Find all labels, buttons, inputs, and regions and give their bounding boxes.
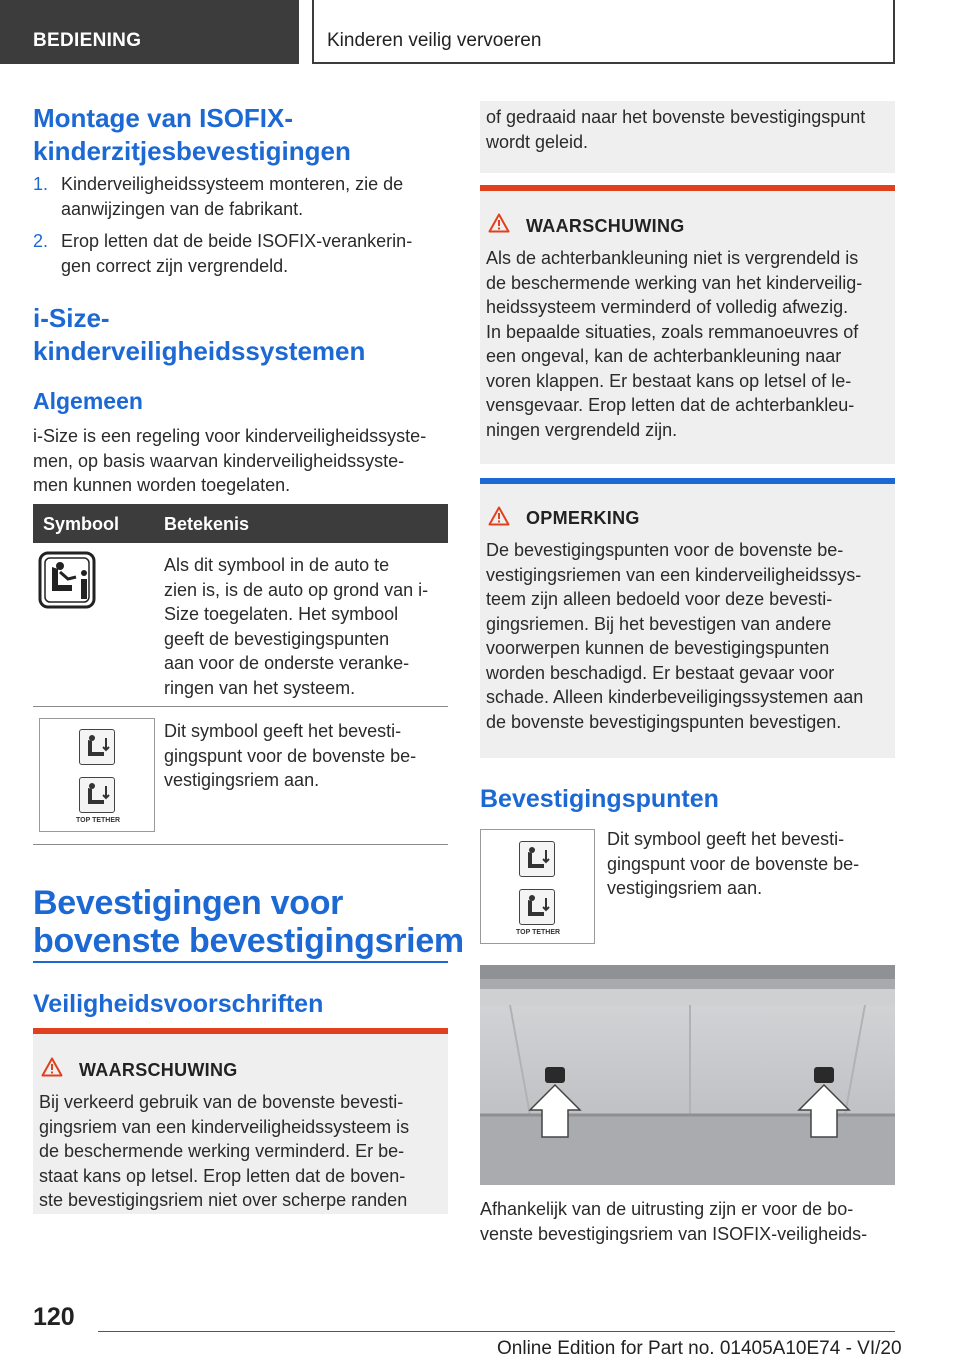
step-1-number: 1. bbox=[33, 174, 49, 194]
top-tether-icon bbox=[480, 829, 595, 944]
top-tether-big-heading bbox=[33, 884, 464, 960]
big-heading-line2: bovenste bevestigingsriem bbox=[33, 922, 464, 960]
algemeen-heading: Algemeen bbox=[33, 388, 143, 414]
header-section-label: BEDIENING bbox=[33, 30, 142, 51]
big-heading-line1: Bevestigingen voor bbox=[33, 884, 344, 922]
points-heading: Bevestigingspunten bbox=[480, 785, 719, 813]
warning-bar bbox=[33, 1028, 448, 1034]
symbol-table-header bbox=[33, 504, 448, 543]
note-bar bbox=[480, 478, 895, 484]
step-1 bbox=[33, 172, 448, 221]
warning-1-continuation-text: of gedraaid naar het bovenste bevestigingspunt wordt geleid. bbox=[486, 107, 866, 152]
footer-rule bbox=[98, 1331, 895, 1332]
heading-underline bbox=[33, 961, 448, 963]
warning-triangle-icon bbox=[488, 213, 510, 238]
note-text: De bevestigingspunten voor de bovenste be- vestigingsriemen van een kinderveiligheidssys- teem zijn alleen bedoeld voor deze bevesti- gingsriemen. Bij het bevestigen van andere voorwerpen kunnen de bevestigingspunten worden beschadigd. Er bestaat gevaar voor schade. Alleen kinderbeveiligingssystemen aan de bovenste bevestigingspunten bevestigen. bbox=[486, 540, 864, 732]
algemeen-paragraph: i-Size is een regeling voor kinderveiligheidssyste- men, op basis waarvan kinderveiligheidssyste- men kunnen worden toegelaten. bbox=[33, 426, 427, 495]
isize-heading bbox=[33, 302, 365, 368]
warning-1-title: WAARSCHUWING bbox=[79, 1060, 238, 1080]
warning-bar bbox=[480, 185, 895, 191]
header-chapter-label: Kinderen veilig vervoeren bbox=[327, 30, 542, 51]
isofix-heading-line2: kinderzitjesbevestigingen bbox=[33, 136, 351, 166]
tether-upper-icon bbox=[79, 729, 115, 765]
luggage-compartment-photo bbox=[480, 965, 895, 1185]
warning-2-title: WAARSCHUWING bbox=[526, 216, 685, 236]
step-2 bbox=[33, 229, 448, 278]
warning-2-text: Als de achterbankleuning niet is vergrendeld is de beschermende werking van het kinderveilig- heidssysteem verminderd of volledig afwezig. In bepaalde situaties, zoals remmanoeuvres of een ongeval, kan de achterbankleuning naar voren klappen. Er bestaat kans op letsel of le- vensgevaar. Erop letten dat de achterbankleu- ningen vergrendeld zijn. bbox=[486, 248, 863, 440]
points-text: Dit symbool geeft het bevesti- gingspunt voor de bovenste be- vestigingsriem aan. bbox=[607, 829, 860, 898]
warning-triangle-icon bbox=[41, 1057, 63, 1082]
step-2-text: Erop letten dat de beide ISOFIX-verankerin- gen correct zijn vergrendeld. bbox=[61, 231, 413, 276]
isize-seat-icon bbox=[38, 551, 96, 609]
top-tether-icon bbox=[39, 718, 155, 832]
tether-label: TOP TETHER bbox=[516, 929, 561, 936]
table-row-divider bbox=[33, 706, 448, 707]
step-2-number: 2. bbox=[33, 231, 49, 251]
table-row-1-meaning: Als dit symbool in de auto te zien is, is de auto op grond van i- Size toegelaten. Het symbool geeft de bevestigingspunten aan voor de onderste veranke- ringen van het systeem. bbox=[164, 555, 429, 698]
header-section-tab bbox=[0, 0, 299, 64]
page-number: 120 bbox=[33, 1303, 75, 1331]
safety-heading: Veiligheidsvoorschriften bbox=[33, 990, 324, 1018]
tether-label: TOP TETHER bbox=[76, 817, 121, 824]
note-title: OPMERKING bbox=[526, 508, 640, 528]
warning-1-text: Bij verkeerd gebruik van de bovenste bevesti- gingsriem van een kinderveiligheidssysteem is de beschermende werking verminderd. Er be- staat kans op letsel. Erop letten dat de boven- ste bevestigingsriem niet over scherpe randen bbox=[39, 1092, 410, 1210]
isize-heading-line1: i-Size- bbox=[33, 303, 110, 333]
warning-box-1 bbox=[33, 1028, 448, 1214]
isize-heading-line2: kinderveiligheidssystemen bbox=[33, 336, 366, 366]
warning-1-continuation bbox=[480, 101, 895, 173]
isofix-heading-line1: Montage van ISOFIX- bbox=[33, 103, 294, 133]
warning-box-2 bbox=[480, 185, 895, 464]
tether-lower-icon bbox=[519, 889, 555, 925]
tether-lower-icon bbox=[79, 777, 115, 813]
footer-edition: Online Edition for Part no. 01405A10E74 - VI/20 bbox=[497, 1338, 902, 1359]
table-row-2-meaning: Dit symbool geeft het bevesti- gingspunt voor de bovenste be- vestigingsriem aan. bbox=[164, 721, 417, 790]
step-1-text: Kinderveiligheidssysteem monteren, zie de aanwijzingen van de fabrikant. bbox=[61, 174, 404, 219]
table-col-meaning: Betekenis bbox=[164, 514, 250, 534]
isofix-heading bbox=[33, 102, 351, 168]
table-col-symbol: Symbool bbox=[43, 514, 120, 534]
note-box bbox=[480, 478, 895, 758]
note-triangle-icon bbox=[488, 506, 510, 531]
tether-upper-icon bbox=[519, 841, 555, 877]
table-bottom-divider bbox=[33, 844, 448, 845]
header-chapter-tab bbox=[312, 0, 895, 64]
bottom-paragraph: Afhankelijk van de uitrusting zijn er voor de bo- venste bevestigingsriem van ISOFIX-veiligheids- bbox=[480, 1199, 868, 1244]
